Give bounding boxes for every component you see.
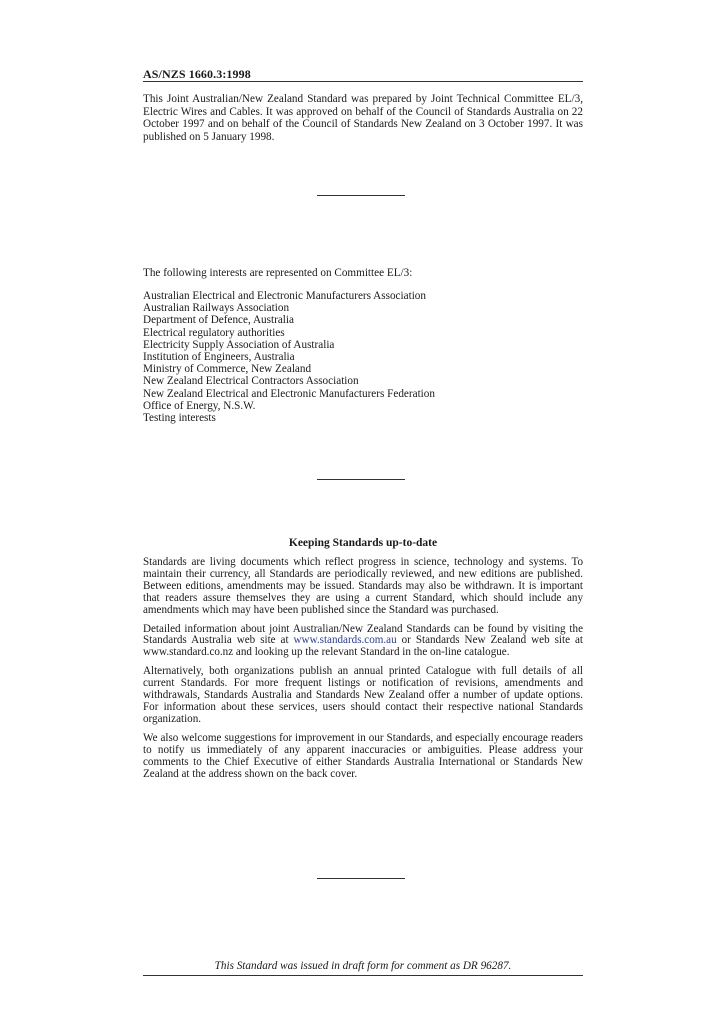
document-page [143, 0, 583, 1024]
committee-member: Australian Electrical and Electronic Manufacturers Association [143, 290, 426, 302]
committee-member: New Zealand Electrical Contractors Association [143, 375, 359, 388]
standard-id-heading: AS/NZS 1660.3:1998 [143, 67, 251, 81]
committee-member: Electrical regulatory authorities [143, 326, 285, 339]
committee-member: Ministry of Commerce, New Zealand [143, 363, 312, 376]
draft-footer-note: This Standard was issued in draft form for comment as DR 96287. [214, 960, 512, 972]
section-divider [317, 479, 405, 480]
committee-member: Australian Railways Association [143, 302, 290, 315]
section-divider [317, 195, 405, 196]
header-divider [143, 81, 583, 82]
body-paragraph [143, 624, 583, 660]
committee-member-list [143, 290, 435, 424]
committee-member: Department of Defence, Australia [143, 314, 294, 327]
committee-member: Testing interests [143, 412, 216, 425]
keeping-up-to-date-body [143, 557, 583, 787]
standards-australia-link[interactable]: www.standards.com.au [293, 634, 397, 647]
section-divider [317, 878, 405, 879]
footer-divider [143, 975, 583, 976]
body-paragraph: We also welcome suggestions for improvement in our Standards, and especially encourage readers to notify us immediately of any apparent inaccuracies or ambiguities. Please address your comments to the Chief Executive of either Standards Australia International or Standards New Zealand at the address shown on the back cover. [143, 731, 583, 780]
body-text-span: or Standards New Zealand web site at www.standard.co.nz and looking up the relevant Standard in the on-line catalogue. [143, 634, 583, 659]
committee-member: Electricity Supply Association of Australia [143, 338, 335, 351]
body-text-span: Detailed information about joint Australian/New Zealand Standards can be found by visiting the Standards Australia web site at [143, 622, 583, 647]
body-paragraph: Alternatively, both organizations publish an annual printed Catalogue with full details of all current Standards. For more frequent listings or notification of revisions, amendments and withdrawals, Standards Australia and Standards New Zealand offer a number of update options. For information about these services, users should contact their respective national Standards organization. [143, 665, 583, 725]
committee-member: New Zealand Electrical and Electronic Manufacturers Federation [143, 387, 435, 400]
section-title: Keeping Standards up-to-date [288, 537, 438, 549]
intro-paragraph: This Joint Australian/New Zealand Standard was prepared by Joint Technical Committee EL/3, Electric Wires and Cables. It was approved on behalf of the Council of Standards Australia on 22 October 1997 and on behalf of the Council of Standards New Zealand on 3 October 1997. It was published on 5 January 1998. [143, 93, 583, 143]
body-paragraph: Standards are living documents which reflect progress in science, technology and systems. To maintain their currency, all Standards are periodically reviewed, and new editions are published. Between editions, amendments may be issued. Standards may also be withdrawn. It is important that readers assure themselves they are using a current Standard, which should include any amendments which may have been published since the Standard was purchased. [143, 556, 583, 616]
committee-member: Office of Energy, N.S.W. [143, 399, 256, 412]
committee-intro: The following interests are represented on Committee EL/3: [143, 267, 413, 279]
committee-member: Institution of Engineers, Australia [143, 351, 295, 364]
